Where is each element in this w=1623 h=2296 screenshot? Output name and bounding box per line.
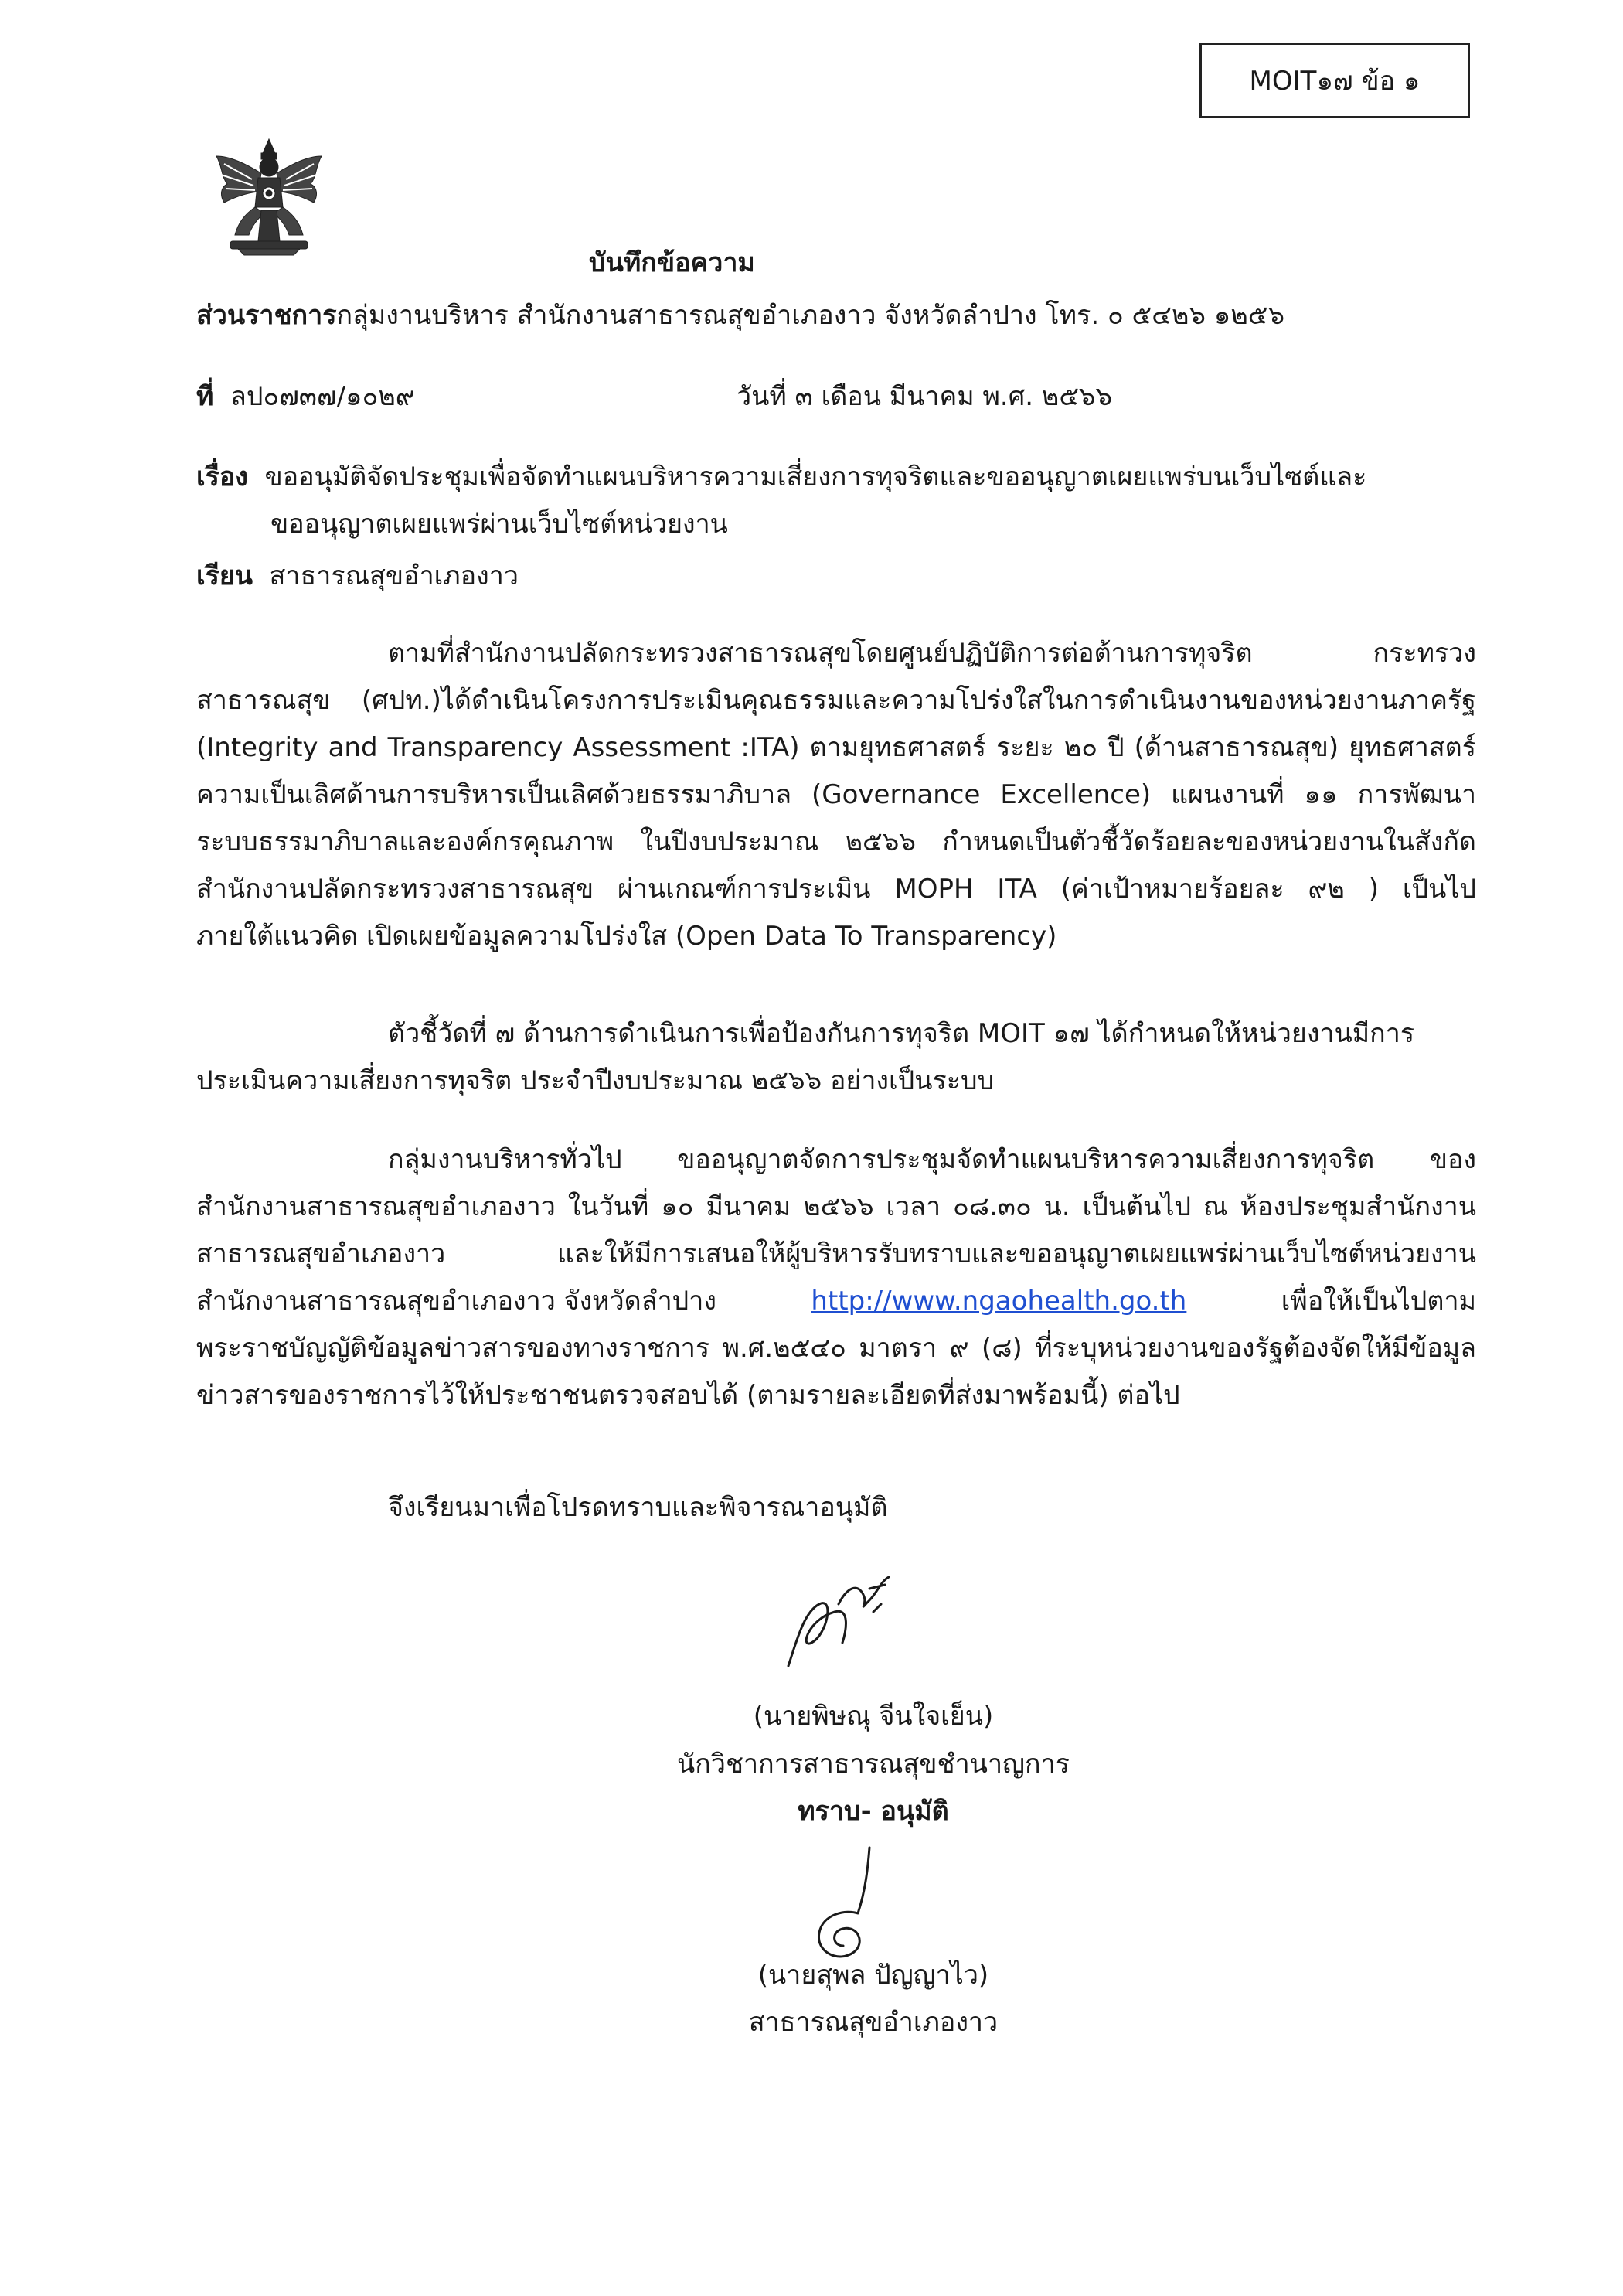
subject-line-2: ขออนุญาตเผยแพร่ผ่านเว็บไซต์หน่วยงาน xyxy=(270,509,728,540)
paragraph-line: กลุ่มงานบริหารทั่วไป ขออนุญาตจัดการประชุมจัดทำแผนบริหารความเสี่ยงการทุจริต ของ xyxy=(388,1144,1476,1175)
closing-sentence: จึงเรียนมาเพื่อโปรดทราบและพิจารณาอนุมัติ xyxy=(388,1492,888,1523)
subject-line-1: ขออนุมัติจัดประชุมเพื่อจัดทำแผนบริหารความเสี่ยงการทุจริตและขออนุญาตเผยแพร่บนเว็บไซต์และ xyxy=(264,462,1367,492)
paragraph-line: สำนักงานสาธารณสุขอำเภองาว ในวันที่ ๑๐ มีนาคม ๒๕๖๖ เวลา ๐๘.๓๐ น. เป็นต้นไป ณ ห้องประชุมสำนักงาน xyxy=(196,1191,1476,1222)
body-paragraph-1 xyxy=(196,630,1476,960)
recipient-value: สาธารณสุขอำเภองาว xyxy=(269,560,519,591)
body-paragraph-2 xyxy=(196,1010,1476,1105)
garuda-emblem-icon xyxy=(207,133,331,257)
signer-1-title: นักวิชาการสาธารณสุขชำนาญการ xyxy=(677,1749,1070,1780)
paragraph-line: ตามที่สำนักงานปลัดกระทรวงสาธารณสุขโดยศูนย์ปฏิบัติการต่อต้านการทุจริต กระทรวง xyxy=(388,638,1476,669)
subject-row xyxy=(196,454,1366,501)
paragraph-line: สำนักงานปลัดกระทรวงสาธารณสุข ผ่านเกณฑ์การประเมิน MOPH ITA (ค่าเป้าหมายร้อยละ ๙๒ ) เป็นไป xyxy=(196,874,1476,904)
paragraph-line: สาธารณสุข (ศปท.)ได้ดำเนินโครงการประเมินคุณธรรมและความโปร่งใสในการดำเนินงานของหน่วยงานภาครัฐ xyxy=(196,685,1476,716)
approval-text: ทราบ- อนุมัติ xyxy=(798,1796,949,1827)
signer-2-title: สาธารณสุขอำเภองาว xyxy=(748,2007,999,2038)
paragraph-line-with-link xyxy=(196,1278,1476,1325)
paragraph-line-text: เพื่อให้เป็นไปตาม xyxy=(1281,1286,1476,1317)
reference-number-row xyxy=(196,373,415,421)
moit-reference-text: MOIT๑๗ ข้อ ๑ xyxy=(1249,66,1421,97)
signer-2-name: (นายสุพล ปัญญาไว) xyxy=(757,1960,989,1991)
website-link[interactable]: http://www.ngaohealth.go.th xyxy=(811,1286,1187,1317)
paragraph-line: พระราชบัญญัติข้อมูลข่าวสารของทางราชการ พ.ศ.๒๕๔๐ มาตรา ๙ (๘) ที่ระบุหน่วยงานของรัฐต้องจัดให้มีข้อมูล xyxy=(196,1333,1476,1364)
agency-value: กลุ่มงานบริหาร สำนักงานสาธารณสุขอำเภองาว จังหวัดลำปาง โทร. ๐ ๕๔๒๖ ๑๒๕๖ xyxy=(336,300,1285,331)
subject-label: เรื่อง xyxy=(196,462,248,492)
paragraph-line: ภายใต้แนวคิด เปิดเผยข้อมูลความโปร่งใส (Open Data To Transparency) xyxy=(196,921,1057,952)
paragraph-line: ตัวชี้วัดที่ ๗ ด้านการดำเนินการเพื่อป้องกันการทุจริต MOIT ๑๗ ได้กำหนดให้หน่วยงานมีการ xyxy=(388,1018,1415,1049)
paragraph-line: สาธารณสุขอำเภองาว และให้มีการเสนอให้ผู้บริหารรับทราบและขออนุญาตเผยแพร่ผ่านเว็บไซต์หน่วยงาน xyxy=(196,1238,1476,1269)
paragraph-line-text: สำนักงานสาธารณสุขอำเภองาว จังหวัดลำปาง xyxy=(196,1286,716,1317)
paragraph-line: ประเมินความเสี่ยงการทุจริต ประจำปีงบประมาณ ๒๕๖๖ อย่างเป็นระบบ xyxy=(196,1065,995,1096)
body-paragraph-3 xyxy=(196,1136,1476,1419)
paragraph-line: (Integrity and Transparency Assessment :ITA) ตามยุทธศาสตร์ ระยะ ๒๐ ปี (ด้านสาธารณสุข) ยุทธศาสตร์ xyxy=(196,732,1476,763)
recipient-row xyxy=(196,553,519,600)
agency-label: ส่วนราชการ xyxy=(196,300,337,331)
signer-1-name: (นายพิษณุ จีนใจเย็น) xyxy=(753,1701,994,1732)
memo-title: บันทึกข้อความ xyxy=(589,247,755,278)
recipient-label: เรียน xyxy=(196,560,253,591)
reference-label: ที่ xyxy=(196,381,214,412)
agency-row xyxy=(196,292,1284,339)
signature-1-icon xyxy=(773,1558,920,1674)
moit-reference-box xyxy=(1199,43,1470,118)
paragraph-line: ความเป็นเลิศด้านการบริหารเป็นเลิศด้วยธรรมาภิบาล (Governance Excellence) แผนงานที่ ๑๑ การพัฒนา xyxy=(196,779,1476,810)
paragraph-line: ระบบธรรมาภิบาลและองค์กรคุณภาพ ในปีงบประมาณ ๒๕๖๖ กำหนดเป็นตัวชี้วัดร้อยละของหน่วยงานในสังกัด xyxy=(196,826,1476,857)
document-date: วันที่ ๓ เดือน มีนาคม พ.ศ. ๒๕๖๖ xyxy=(737,381,1113,412)
reference-value: ลป๐๗๓๗/๑๐๒๙ xyxy=(230,381,415,412)
paragraph-line: ข่าวสารของราชการไว้ให้ประชาชนตรวจสอบได้ (ตามรายละเอียดที่ส่งมาพร้อมนี้) ต่อไป xyxy=(196,1380,1180,1411)
